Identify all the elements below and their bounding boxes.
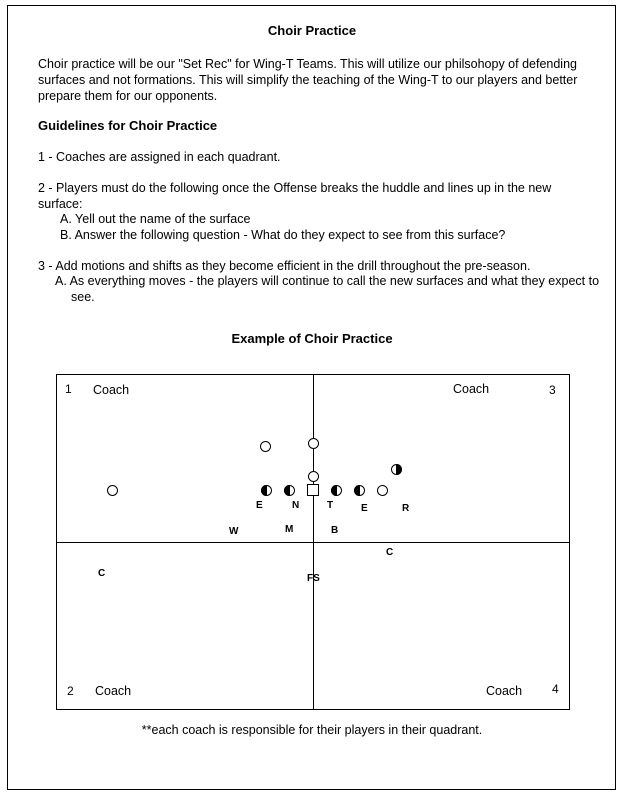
guidelines-heading: Guidelines for Choir Practice	[38, 118, 218, 133]
quadrant-4-coach: Coach	[486, 684, 523, 698]
lineman-right-tackle	[355, 486, 365, 496]
defense-label-r: R	[402, 503, 410, 514]
page-title: Choir Practice	[267, 23, 357, 38]
intro-paragraph: Choir practice will be our "Set Rec" for Wing-T Teams. This will utilize our philsohopy of defending surfaces and not formations. This will simplify the teaching of the Wing-T to our players and better prepare them for our opponents.	[38, 57, 578, 103]
quadrant-1-coach: Coach	[93, 383, 130, 397]
defense-label-c-right: C	[386, 547, 394, 558]
defense-label-fs: FS	[307, 573, 320, 584]
lineman-right-guard	[332, 486, 342, 496]
guideline-item-1: 1 - Coaches are assigned in each quadrant.	[38, 150, 281, 164]
choir-diagram	[56, 374, 570, 710]
offense-player-split-end	[108, 486, 118, 496]
quadrant-2-number: 2	[67, 684, 74, 698]
diagram-svg	[56, 374, 570, 710]
defense-label-t: T	[327, 500, 334, 511]
defense-label-c-left: C	[98, 568, 106, 579]
offense-player-quarterback	[309, 472, 319, 482]
offense-player-tight-end	[378, 486, 388, 496]
defense-label-n: N	[292, 500, 300, 511]
lineman-left-guard	[285, 486, 295, 496]
defense-label-m: M	[285, 524, 294, 535]
footer-note: **each coach is responsible for their players in their quadrant.	[141, 723, 483, 737]
offense-player-fullback	[309, 439, 319, 449]
lineman-wingback	[392, 465, 402, 475]
lineman-left-tackle	[262, 486, 272, 496]
quadrant-3-coach: Coach	[453, 382, 490, 396]
quadrant-2-coach: Coach	[95, 684, 132, 698]
quadrant-1-number: 1	[65, 382, 72, 396]
guideline-item-2a: A. Yell out the name of the surface	[60, 212, 251, 226]
offense-player-wing	[261, 442, 271, 452]
defense-label-e-right: E	[361, 503, 368, 514]
guideline-item-3a: A. As everything moves - the players will continue to call the new surfaces and what they expect to see.	[55, 274, 600, 304]
guideline-item-2: 2 - Players must do the following once the Offense breaks the huddle and lines up in the new surface:	[38, 181, 552, 211]
defense-label-w: W	[229, 526, 239, 537]
example-title: Example of Choir Practice	[231, 331, 393, 346]
offense-center-square	[308, 485, 319, 496]
defense-label-e-left: E	[256, 500, 263, 511]
defense-label-b: B	[331, 525, 339, 536]
guideline-item-2b: B. Answer the following question - What do they expect to see from this surface?	[60, 228, 506, 242]
quadrant-3-number: 3	[549, 383, 556, 397]
quadrant-4-number: 4	[552, 682, 559, 696]
guideline-item-3: 3 - Add motions and shifts as they become efficient in the drill throughout the pre-season.	[38, 259, 531, 273]
